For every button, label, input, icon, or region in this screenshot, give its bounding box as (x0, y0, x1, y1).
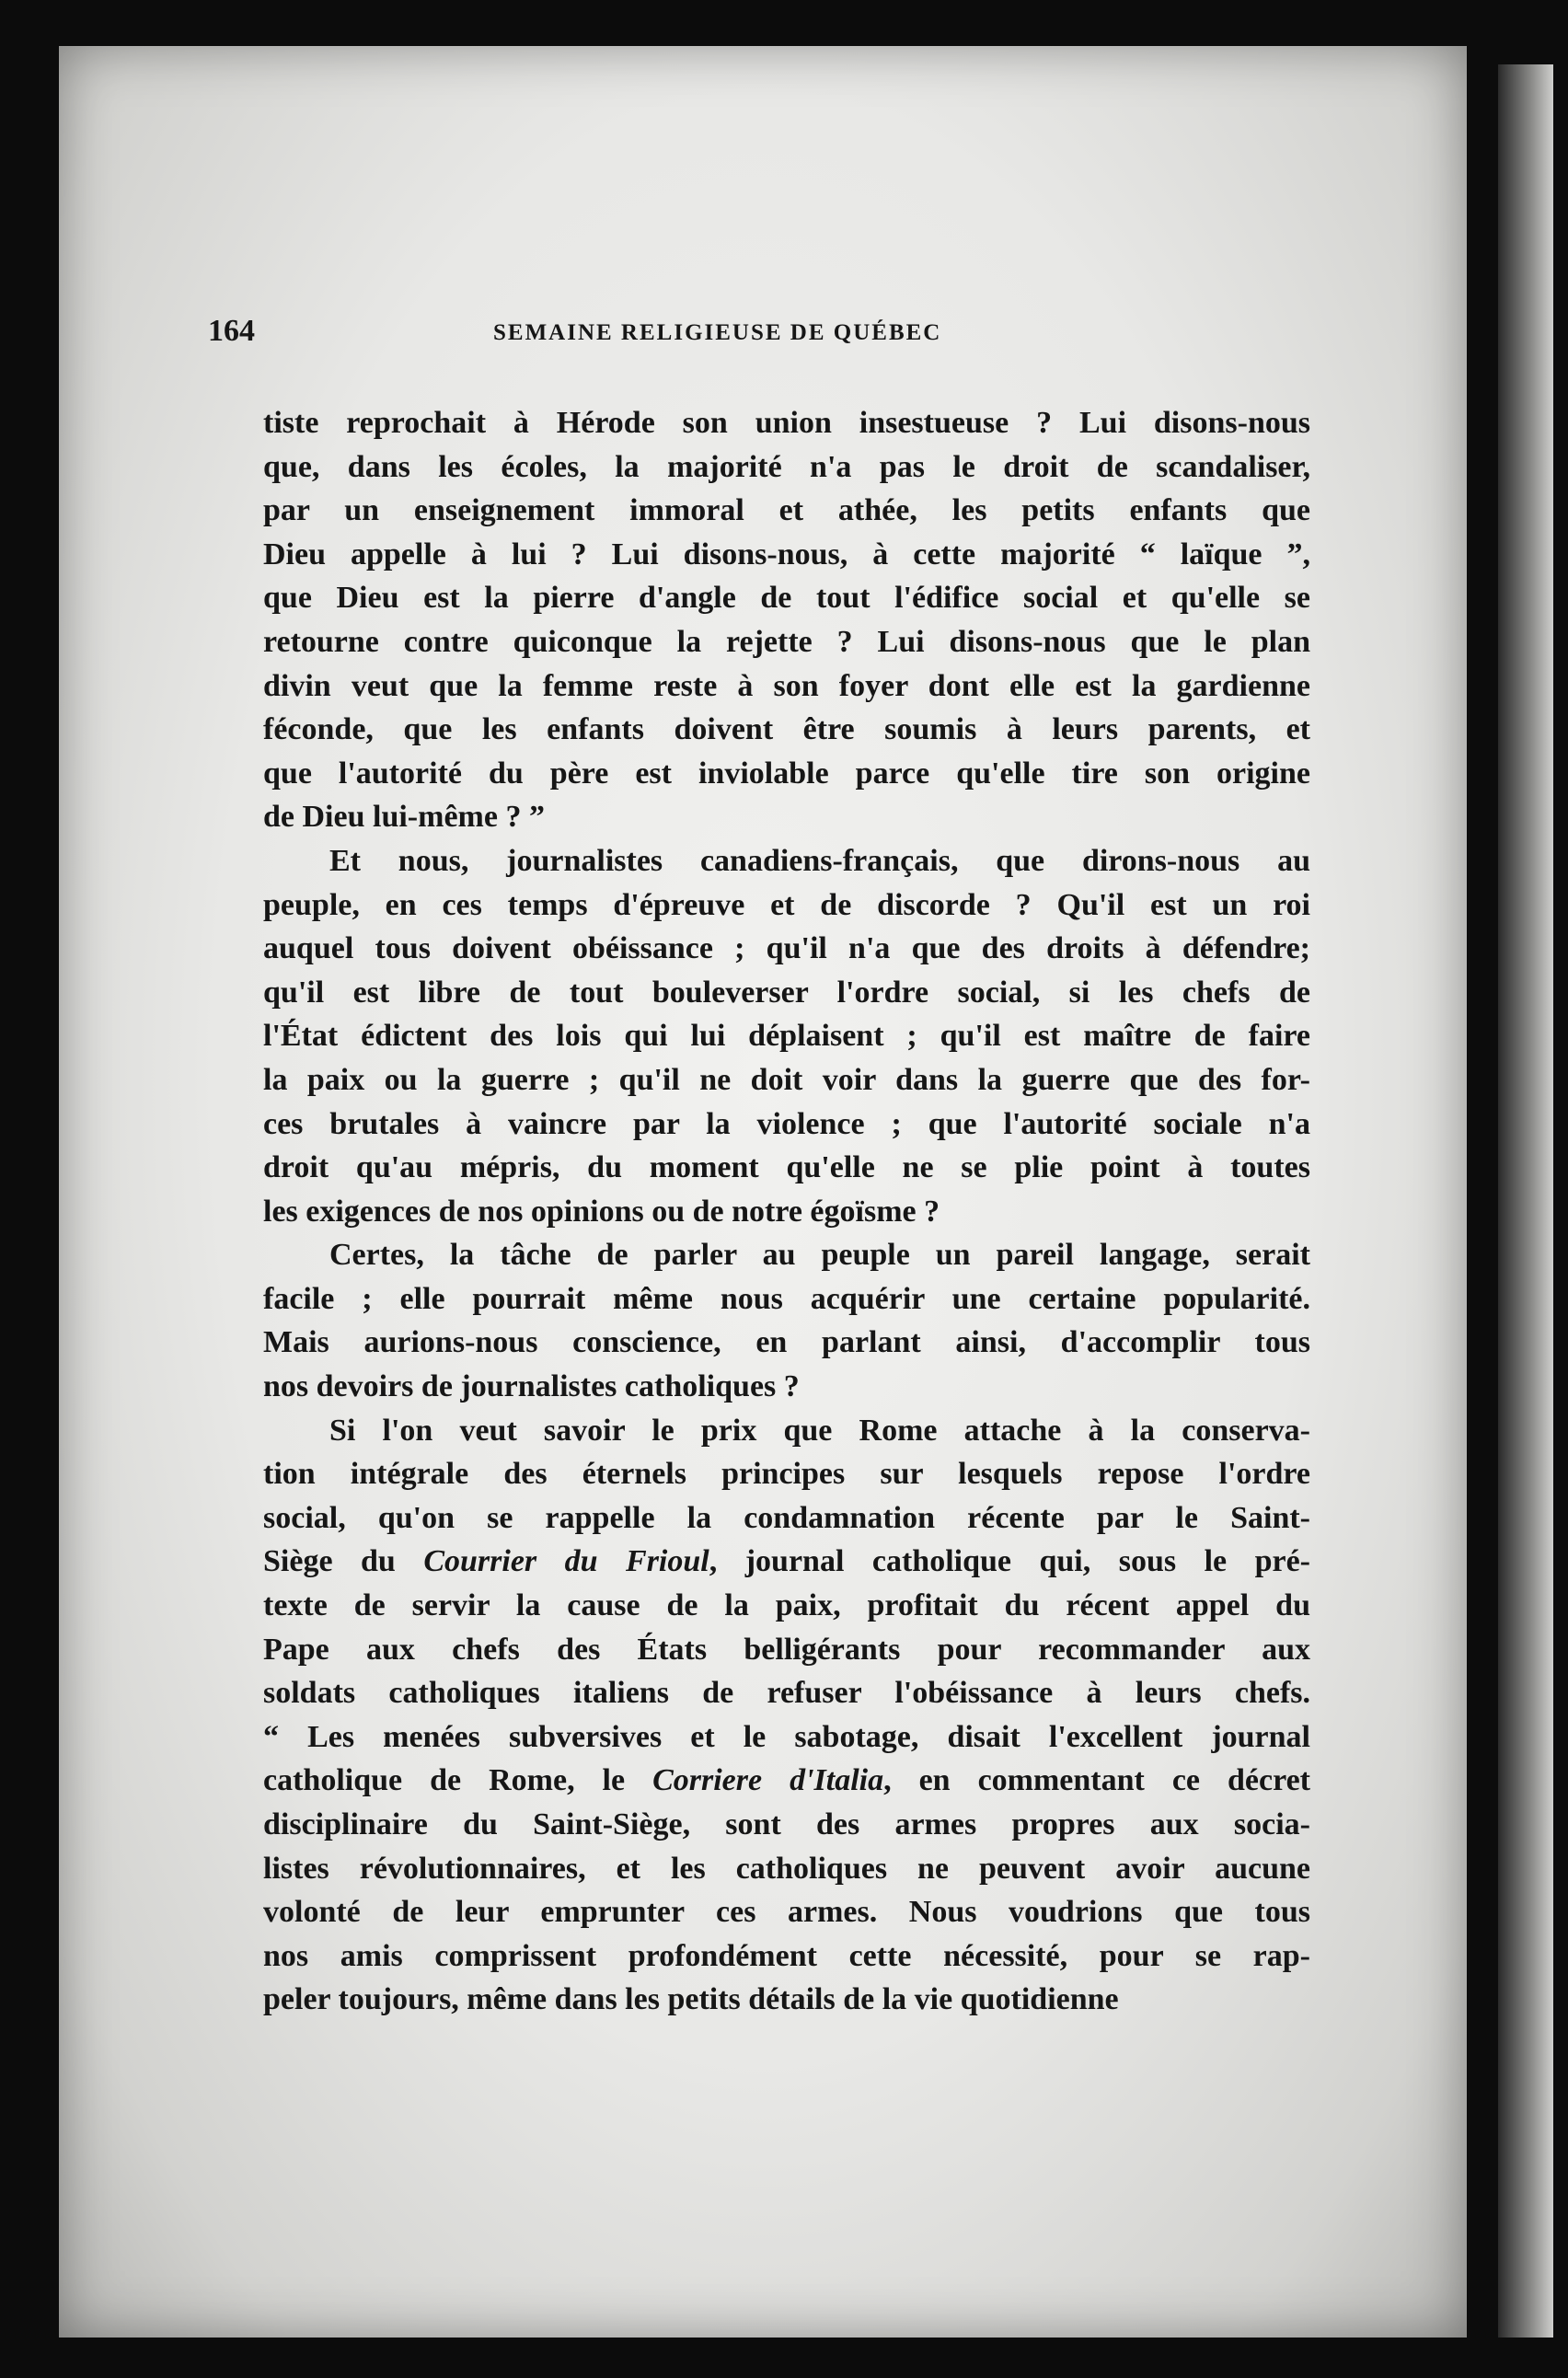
text-line: la paix ou la guerre ; qu'il ne doit voir dans la guerre que des for- (263, 1062, 1310, 1097)
text-line: Mais aurions-nous conscience, en parlant ainsi, d'accomplir tous (263, 1325, 1310, 1360)
text-line: texte de servir la cause de la paix, profitait du récent appel du (263, 1588, 1310, 1623)
text-line: l'État édictent des lois qui lui déplaisent ; qu'il est maître de faire (263, 1019, 1310, 1054)
text-line: Siège du Courrier du Frioul, journal catholique qui, sous le pré- (263, 1544, 1311, 1579)
text-line: divin veut que la femme reste à son foyer dont elle est la gardienne (263, 668, 1310, 703)
text-line: Et nous, journalistes canadiens-français, que dirons-nous au (329, 843, 1310, 878)
page-header (208, 313, 1312, 368)
text-line: que Dieu est la pierre d'angle de tout l'édifice social et qu'elle se (263, 581, 1310, 616)
text-line: soldats catholiques italiens de refuser l'obéissance à leurs chefs. (263, 1676, 1310, 1711)
text-line: que l'autorité du père est inviolable parce qu'elle tire son origine (263, 756, 1310, 791)
text-line: que, dans les écoles, la majorité n'a pas le droit de scandaliser, (263, 449, 1310, 484)
text-line: par un enseignement immoral et athée, les petits enfants que (263, 493, 1310, 528)
paragraph (263, 839, 1310, 1233)
text-line: catholique de Rome, le Corriere d'Italia, en commentant ce décret (263, 1763, 1310, 1798)
text-line: Dieu appelle à lui ? Lui disons-nous, à cette majorité “ laïque ”, (263, 537, 1310, 571)
text-line: féconde, que les enfants doivent être soumis à leurs parents, et (263, 712, 1310, 747)
text-line: facile ; elle pourrait même nous acquérir une certaine popularité. (263, 1281, 1310, 1316)
running-head: SEMAINE RELIGIEUSE DE QUÉBEC (493, 320, 942, 345)
text-line: volonté de leur emprunter ces armes. Nous voudrions que tous (263, 1895, 1310, 1930)
text-line: disciplinaire du Saint-Siège, sont des armes propres aux socia- (263, 1807, 1310, 1841)
text-line: tion intégrale des éternels principes sur lesquels repose l'ordre (263, 1457, 1310, 1492)
italic-title: Corriere d'Italia (652, 1763, 884, 1798)
text-line: nos devoirs de journalistes catholiques ? (263, 1369, 800, 1404)
facing-page-edge (1498, 64, 1553, 2338)
text-line: qu'il est libre de tout bouleverser l'ordre social, si les chefs de (263, 975, 1310, 1010)
text-line: auquel tous doivent obéissance ; qu'il n'a que des droits à défendre; (263, 931, 1310, 966)
italic-title: Courrier du Frioul (423, 1544, 709, 1579)
body-text (263, 401, 1310, 2022)
text-line: peuple, en ces temps d'épreuve et de discorde ? Qu'il est un roi (263, 887, 1310, 922)
text-line: “ Les menées subversives et le sabotage, disait l'excellent journal (263, 1719, 1310, 1754)
paragraph (263, 1409, 1310, 2022)
text-line: ces brutales à vaincre par la violence ; que l'autorité sociale n'a (263, 1106, 1310, 1141)
text-line: Si l'on veut savoir le prix que Rome attache à la conserva- (329, 1413, 1310, 1448)
paragraph (263, 1233, 1310, 1408)
text-line: nos amis comprissent profondément cette nécessité, pour se rap- (263, 1938, 1310, 1973)
text-line: Certes, la tâche de parler au peuple un pareil langage, serait (329, 1238, 1310, 1273)
text-line: social, qu'on se rappelle la condamnation récente par le Saint- (263, 1500, 1310, 1535)
text-line: droit qu'au mépris, du moment qu'elle ne se plie point à toutes (263, 1150, 1310, 1185)
text-line: de Dieu lui-même ? ” (263, 800, 545, 835)
page-number: 164 (208, 314, 255, 348)
text-line: listes révolutionnaires, et les catholiques ne peuvent avoir aucune (263, 1851, 1310, 1886)
text-line: peler toujours, même dans les petits détails de la vie quotidienne (263, 1982, 1119, 2017)
text-line: tiste reprochait à Hérode son union insestueuse ? Lui disons-nous (263, 406, 1310, 440)
text-line: les exigences de nos opinions ou de notre égoïsme ? (263, 1194, 940, 1229)
text-line: Pape aux chefs des États belligérants pour recommander aux (263, 1632, 1310, 1667)
paragraph (263, 401, 1310, 839)
text-line: retourne contre quiconque la rejette ? Lui disons-nous que le plan (263, 624, 1310, 659)
